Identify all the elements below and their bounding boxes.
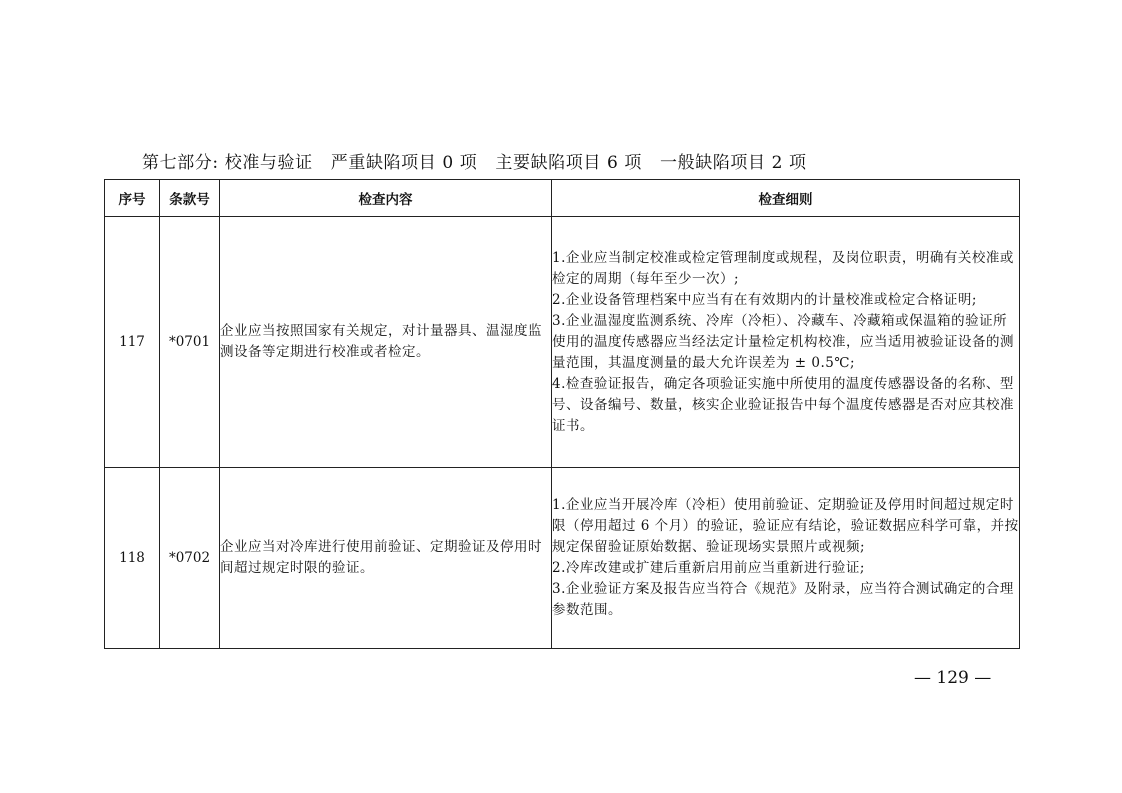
row-clause: *0701 xyxy=(160,217,220,468)
detail-item: 2.企业设备管理档案中应当有在有效期内的计量校准或检定合格证明; xyxy=(552,291,977,308)
detail-item: 1.企业应当制定校准或检定管理制度或规程，及岗位职责，明确有关校准或检定的周期（每年至少一次）; xyxy=(552,249,1014,287)
table-row xyxy=(105,217,1020,468)
table-header-row xyxy=(105,180,1020,217)
table-row xyxy=(105,468,1020,649)
row-content: 企业应当对冷库进行使用前验证、定期验证及停用时间超过规定时限的验证。 xyxy=(220,468,552,649)
inspection-table xyxy=(104,179,1020,649)
detail-item: 2.冷库改建或扩建后重新启用前应当重新进行验证; xyxy=(552,560,865,576)
row-seq: 118 xyxy=(105,468,160,649)
detail-item: 4.检查验证报告，确定各项验证实施中所使用的温度传感器设备的名称、型号、设备编号、数量，核实企业验证报告中每个温度传感器是否对应其校准证书。 xyxy=(552,375,1014,434)
detail-item: 1.企业应当开展冷库（冷柜）使用前验证、定期验证及停用时间超过规定时限（停用超过 6 个月）的验证，验证应有结论，验证数据应科学可靠，并按规定保留验证原始数据、验证现场实景照片或视频; xyxy=(552,497,1019,555)
row-clause: *0702 xyxy=(160,468,220,649)
section-title: 第七部分: 校准与验证 严重缺陷项目 0 项 主要缺陷项目 6 项 一般缺陷项目 2 项 xyxy=(142,153,807,173)
row-seq: 117 xyxy=(105,217,160,468)
detail-item: 3.企业验证方案及报告应当符合《规范》及附录，应当符合测试确定的合理参数范围。 xyxy=(552,581,1014,618)
header-content: 检查内容 xyxy=(220,180,552,217)
row-content: 企业应当按照国家有关规定，对计量器具、温湿度监测设备等定期进行校准或者检定。 xyxy=(220,217,552,468)
header-clause: 条款号 xyxy=(160,180,220,217)
row-details xyxy=(552,217,1020,468)
row-details xyxy=(552,468,1020,649)
header-seq: 序号 xyxy=(105,180,160,217)
page-number: — 129 — xyxy=(914,668,992,688)
header-details: 检查细则 xyxy=(552,180,1020,217)
detail-item: 3.企业温湿度监测系统、冷库（冷柜）、冷藏车、冷藏箱或保温箱的验证所使用的温度传感器应当经法定计量检定机构校准，应当适用被验证设备的测量范围，其温度测量的最大允许误差为 ± 0.5℃; xyxy=(552,312,1014,371)
